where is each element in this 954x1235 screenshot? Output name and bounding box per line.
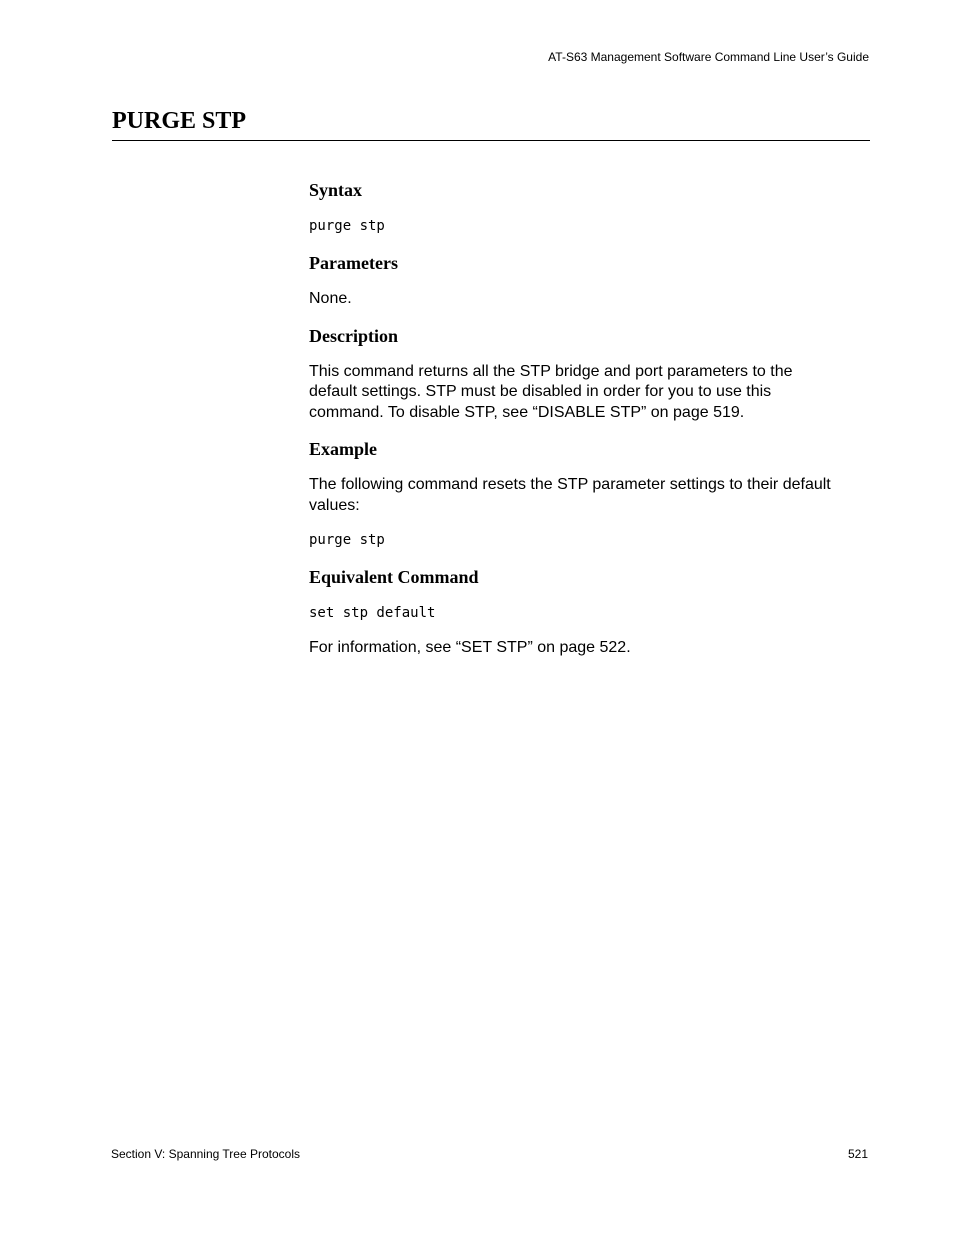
content-body [309, 178, 871, 673]
description-heading: Description [309, 325, 398, 346]
syntax-code: purge stp [309, 218, 385, 234]
equivalent-command-heading: Equivalent Command [309, 567, 479, 587]
page-title: PURGE STP [112, 108, 247, 134]
running-header: AT-S63 Management Software Command Line User’s Guide [548, 50, 869, 64]
example-heading: Example [309, 439, 378, 459]
footer-section: Section V: Spanning Tree Protocols [111, 1147, 300, 1161]
example-code: purge stp [309, 532, 385, 548]
equivalent-command-code: set stp default [309, 605, 436, 621]
example-text: The following command resets the STP parameter settings to their default values: [309, 476, 831, 514]
parameters-heading: Parameters [309, 253, 398, 273]
title-rule [112, 140, 870, 141]
equivalent-command-text: For information, see “SET STP” on page 522. [309, 639, 631, 656]
footer-page-number: 521 [847, 1147, 868, 1161]
parameters-text: None. [309, 290, 352, 307]
syntax-heading: Syntax [309, 180, 363, 200]
description-text: This command returns all the STP bridge and port parameters to the default settings. STP must be disabled in order for you to use this command. To disable STP, see “DISABLE STP” on page 519. [309, 362, 793, 421]
